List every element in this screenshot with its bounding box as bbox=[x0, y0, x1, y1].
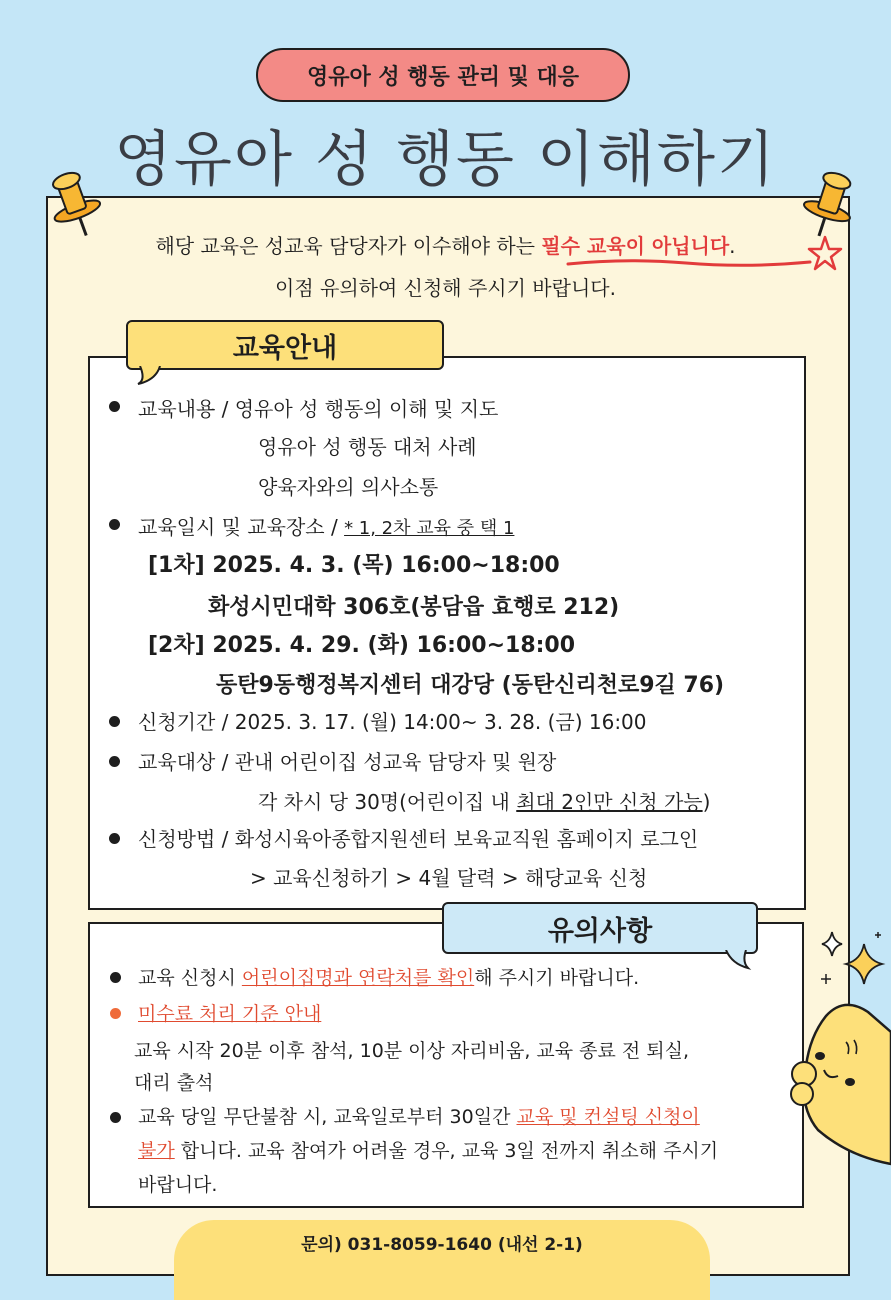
guide-content-2: 영유아 성 행동 대처 사례 bbox=[258, 435, 477, 459]
page-title: 영유아 성 행동 이해하기 bbox=[114, 125, 777, 195]
item1-highlight: 어린이집명과 연락처를 확인 bbox=[241, 967, 475, 989]
bullet bbox=[109, 401, 120, 412]
caution-tab-label: 유의사항 bbox=[547, 915, 653, 947]
session-1-date: [1차] 2025. 4. 3. (목) 16:00~18:00 bbox=[148, 553, 560, 578]
notice-line-2: 이점 유의하여 신청해 주시기 바랍니다. bbox=[275, 276, 616, 300]
bullet bbox=[109, 519, 120, 530]
guide-tab bbox=[126, 320, 444, 370]
guide-method: 신청방법 / 화성시육아종합지원센터 보육교직원 홈페이지 로그인 bbox=[138, 827, 699, 851]
star-doodle-icon bbox=[806, 234, 844, 272]
target-2-underline: 최대 2인만 신청 가능 bbox=[516, 790, 703, 814]
item3-highlight-a: 교육 및 컨설팅 신청이 bbox=[516, 1106, 700, 1128]
notice-line-1 bbox=[0, 230, 891, 259]
caution-item-2-line-1: 교육 시작 20분 이후 참석, 10분 이상 자리비움, 교육 종료 전 퇴실, bbox=[134, 1040, 690, 1062]
caution-item-3 bbox=[138, 1102, 700, 1129]
target-2-post: ) bbox=[702, 790, 711, 814]
bullet bbox=[110, 1112, 121, 1123]
guide-period: 신청기간 / 2025. 3. 17. (월) 14:00~ 3. 28. (금) 16:00 bbox=[138, 710, 647, 734]
item3-highlight-b: 불가 bbox=[138, 1140, 175, 1162]
sparkle-icon bbox=[816, 926, 891, 996]
target-2-pre: 각 차시 당 30명(어린이집 내 bbox=[258, 790, 517, 814]
item3-pre: 교육 당일 무단불참 시, 교육일로부터 30일간 bbox=[138, 1106, 517, 1128]
guide-target-2 bbox=[258, 786, 710, 815]
speech-tail-icon bbox=[722, 950, 752, 970]
schedule-label: 교육일시 및 교육장소 / bbox=[138, 515, 345, 539]
notice-period: . bbox=[729, 234, 736, 258]
notice-highlight: 필수 교육이 아닙니다 bbox=[541, 234, 730, 258]
bullet bbox=[110, 1008, 121, 1019]
bullet bbox=[109, 833, 120, 844]
mascot-character bbox=[788, 996, 891, 1166]
caution-item-3-line-2 bbox=[138, 1136, 718, 1163]
guide-content-3: 양육자와의 의사소통 bbox=[258, 475, 439, 499]
category-pill-label: 영유아 성 행동 관리 및 대응 bbox=[306, 64, 580, 90]
item2-title: 미수료 처리 기준 안내 bbox=[138, 1003, 322, 1025]
guide-content: 교육내용 / 영유아 성 행동의 이해 및 지도 bbox=[138, 397, 499, 421]
guide-tab-label: 교육안내 bbox=[232, 332, 338, 364]
guide-schedule bbox=[138, 511, 514, 540]
caution-item-3-line-3: 바랍니다. bbox=[138, 1174, 218, 1196]
guide-method-2: > 교육신청하기 > 4월 달력 > 해당교육 신청 bbox=[250, 866, 648, 890]
category-pill bbox=[256, 48, 630, 102]
bullet bbox=[110, 972, 121, 983]
session-2-place: 동탄9동행정복지센터 대강당 (동탄신리천로9길 76) bbox=[216, 673, 725, 698]
bullet bbox=[109, 716, 120, 727]
contact-info bbox=[174, 1220, 710, 1300]
speech-tail-icon bbox=[136, 366, 166, 386]
bullet bbox=[109, 756, 120, 767]
session-1-place: 화성시민대학 306호(봉담읍 효행로 212) bbox=[208, 595, 620, 620]
item1-post: 해 주시기 바랍니다. bbox=[474, 967, 640, 989]
contact-text: 문의) 031-8059-1640 (내선 2-1) bbox=[301, 1235, 583, 1255]
caution-tab bbox=[442, 902, 758, 954]
notice-text: 해당 교육은 성교육 담당자가 이수해야 하는 bbox=[155, 234, 542, 258]
item3-line2-post: 합니다. 교육 참여가 어려울 경우, 교육 3일 전까지 취소해 주시기 bbox=[174, 1140, 719, 1162]
red-underline-doodle bbox=[566, 256, 812, 270]
session-2-date: [2차] 2025. 4. 29. (화) 16:00~18:00 bbox=[148, 633, 576, 658]
caution-item-2-line-2: 대리 출석 bbox=[134, 1072, 214, 1094]
guide-target: 교육대상 / 관내 어린이집 성교육 담당자 및 원장 bbox=[138, 750, 557, 774]
caution-item-2-title bbox=[138, 999, 321, 1026]
schedule-note: * 1, 2차 교육 중 택 1 bbox=[344, 518, 515, 539]
item1-pre: 교육 신청시 bbox=[138, 967, 242, 989]
caution-item-1 bbox=[138, 963, 639, 990]
